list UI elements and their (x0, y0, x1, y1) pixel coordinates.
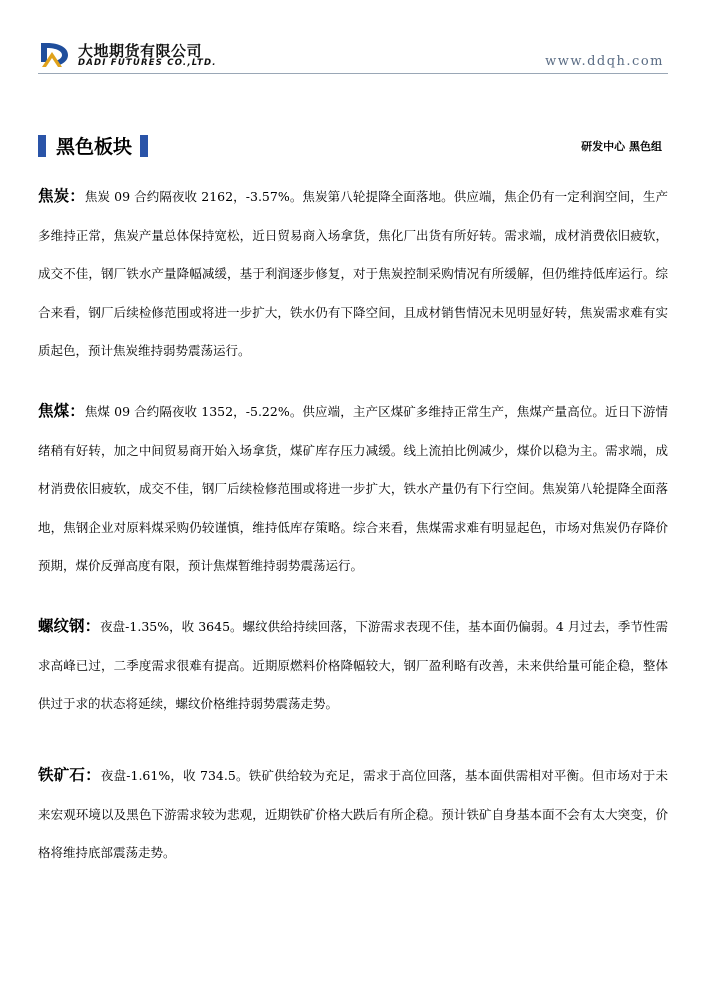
coking-coal-paragraph (38, 392, 668, 586)
department-label: 研发中心 黑色组 (581, 140, 662, 153)
coking-coal-text: 焦煤 09 合约隔夜收 1352，-5.22%。供应端，主产区煤矿多维持正常生产，焦煤产量高位。近日下游情绪稍有好转，加之中间贸易商开始入场拿货，煤矿库存压力减缓。线上流拍比例减少，煤价以稳为主。需求端，成材消费依旧疲软，成交不佳，钢厂后续检修范围或将进一步扩大，铁水产量仍有下行空间。焦炭第八轮提降全面落地，焦钢企业对原料煤采购仍较谨慎，维持低库存策略。综合来看，焦煤需求难有明显起色，市场对焦炭仍存降价预期，煤价反弹高度有限，预计焦煤暂维持弱势震荡运行。 (38, 404, 668, 574)
website-link[interactable]: www.ddqh.com (545, 54, 664, 69)
coke-paragraph (38, 177, 668, 371)
dadi-logo-icon (38, 40, 74, 70)
iron-ore-text: 夜盘-1.61%，收 734.5。铁矿供给较为充足，需求于高位回落，基本面供需相对平衡。但市场对于未来宏观环境以及黑色下游需求较为悲观，近期铁矿价格大跌后有所企稳。预计铁矿自身基本面不会有太大突变，价格将维持底部震荡走势。 (38, 768, 668, 861)
section-title: 黑色板块 (56, 136, 133, 158)
section-header (38, 132, 668, 158)
title-right-bar (140, 135, 148, 157)
company-name-cn: 大地期货有限公司 (78, 42, 203, 60)
rebar-label: 螺纹钢： (38, 617, 101, 635)
section-title-block (38, 132, 148, 159)
rebar-paragraph (38, 607, 668, 724)
header-divider (38, 73, 668, 74)
coke-label: 焦炭： (38, 187, 85, 205)
coking-coal-label: 焦煤： (38, 402, 85, 420)
coke-text: 焦炭 09 合约隔夜收 2162，-3.57%。焦炭第八轮提降全面落地。供应端，焦企仍有一定利润空间，生产多维持正常，焦炭产量总体保持宽松，近日贸易商入场拿货，焦化厂出货有所好转。需求端，成材消费依旧疲软，成交不佳，钢厂铁水产量降幅减缓，基于利润逐步修复，对于焦炭控制采购情况有所缓解，但仍维持低库运行。综合来看，钢厂后续检修范围或将进一步扩大，铁水仍有下降空间，且成材销售情况未见明显好转，焦炭需求难有实质起色，预计焦炭维持弱势震荡运行。 (38, 189, 668, 359)
page-header (38, 36, 668, 76)
iron-ore-label: 铁矿石： (38, 766, 101, 784)
iron-ore-paragraph (38, 756, 668, 873)
title-left-bar (38, 135, 46, 157)
company-name-en: DADI FUTURES CO.,LTD. (78, 58, 217, 68)
rebar-text: 夜盘-1.35%，收 3645。螺纹供给持续回落，下游需求表现不佳，基本面仍偏弱。4 月过去，季节性需求高峰已过，二季度需求很难有提高。近期原燃料价格降幅较大，钢厂盈利略有改善，未来供给量可能企稳，整体供过于求的状态将延续，螺纹价格维持弱势震荡走势。 (38, 619, 668, 712)
